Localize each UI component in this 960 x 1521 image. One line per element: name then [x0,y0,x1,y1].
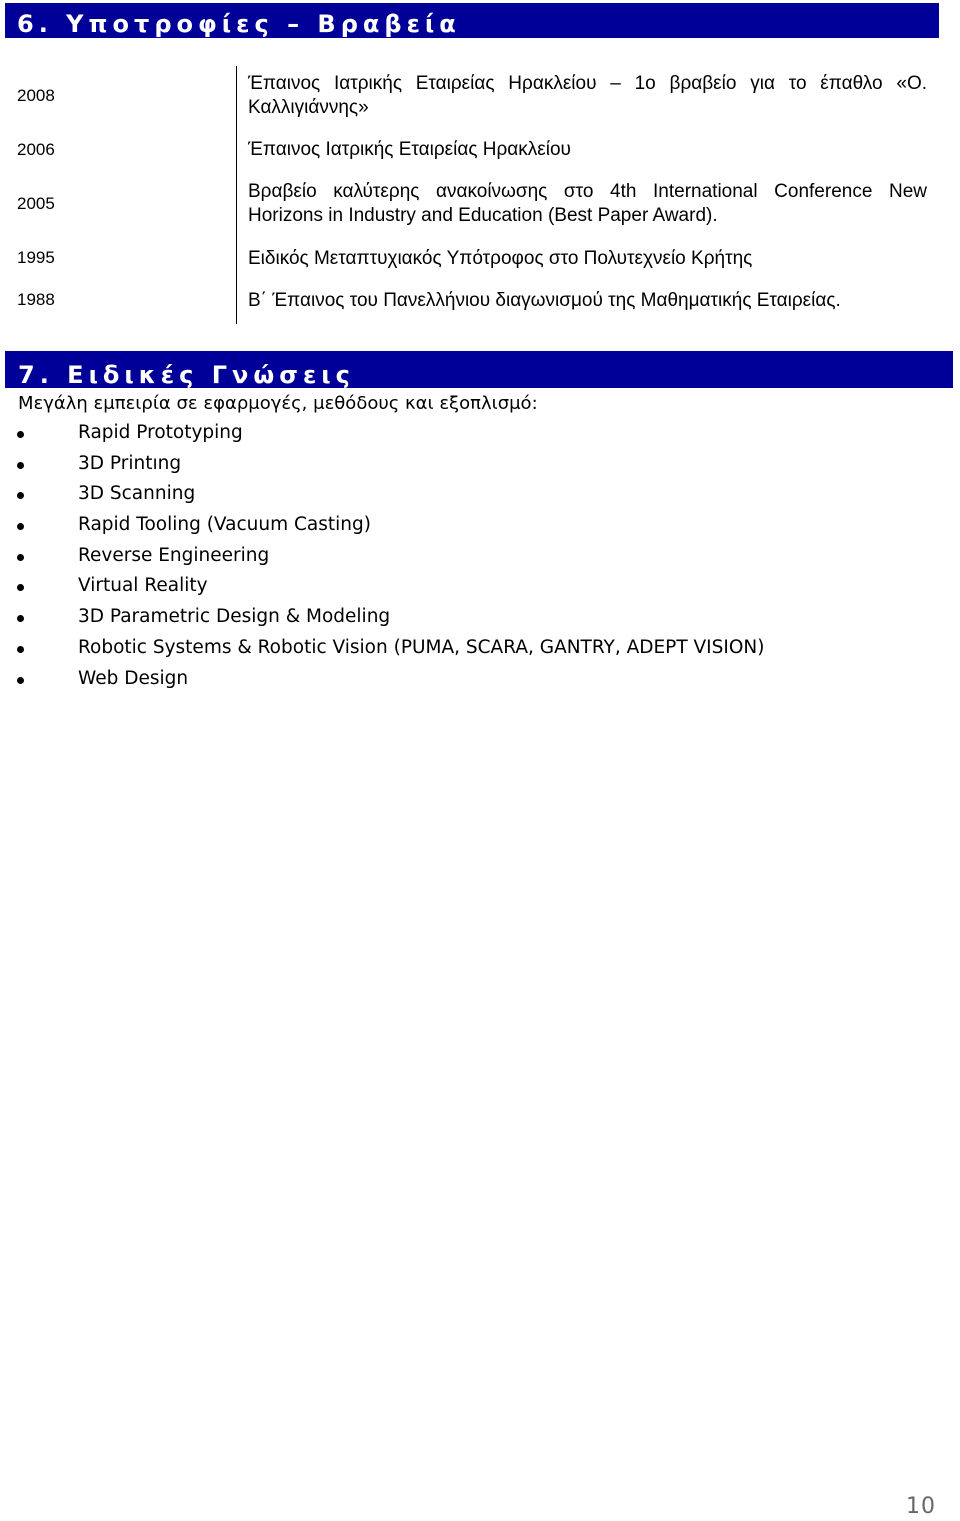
skill-label: Rapid Tooling (Vacuum Casting) [78,514,371,536]
bullet-icon [17,492,24,499]
awards-table-divider [236,66,237,324]
skill-label: Virtual Reality [78,575,208,597]
bullet-icon [17,615,24,622]
award-year: 2006 [17,140,55,159]
section-7-header: 7. Ειδικές Γνώσεις [5,351,953,388]
section-6-header: 6. Υποτροφίες – Βραβεία [5,3,939,38]
skill-label: 3D Scanning [78,483,196,505]
skill-label: Rapid Prototyping [78,422,243,443]
page-number: 10 [906,1494,936,1519]
award-text: Βραβείο καλύτερης ανακοίνωσης στο 4th International Conference New Horizons in Industry and Education (Best Paper Award). [248,181,927,226]
bullet-icon [17,462,24,469]
award-text: Έπαινος Ιατρικής Εταιρείας Ηρακλείου – 1ο βραβείο για το έπαθλο «Ο. Καλλιγιάννης» [248,73,927,118]
award-year: 2008 [17,86,55,105]
award-text: Έπαινος Ιατρικής Εταιρείας Ηρακλείου [248,139,571,160]
skill-label: Robotic Systems & Robotic Vision (PUMA, SCARA, GANTRY, ADEPT VISION) [78,636,765,658]
bullet-icon [17,554,24,561]
bullet-icon [17,646,24,653]
bullet-icon [17,677,24,684]
bullet-icon [17,523,24,530]
bullet-icon [17,431,24,438]
award-year: 1988 [17,290,55,309]
award-year: 2005 [17,194,55,213]
award-text: Ειδικός Μεταπτυχιακός Υπότροφος στο Πολυτεχνείο Κρήτης [248,248,753,269]
skill-label: 3D Printıng [78,452,182,474]
skills-intro: Μεγάλη εμπειρία σε εφαρμογές, μεθόδους και εξοπλισμό: [18,393,538,414]
skill-label: Reverse Engineering [78,544,270,566]
award-text: Β΄ Έπαινος του Πανελλήνιου διαγωνισμού της Μαθηματικής Εταιρείας. [248,290,841,311]
skill-label: Web Design [78,667,189,689]
skill-label: 3D Parametric Design & Modeling [78,606,391,628]
bullet-icon [17,584,24,591]
award-year: 1995 [17,248,55,267]
